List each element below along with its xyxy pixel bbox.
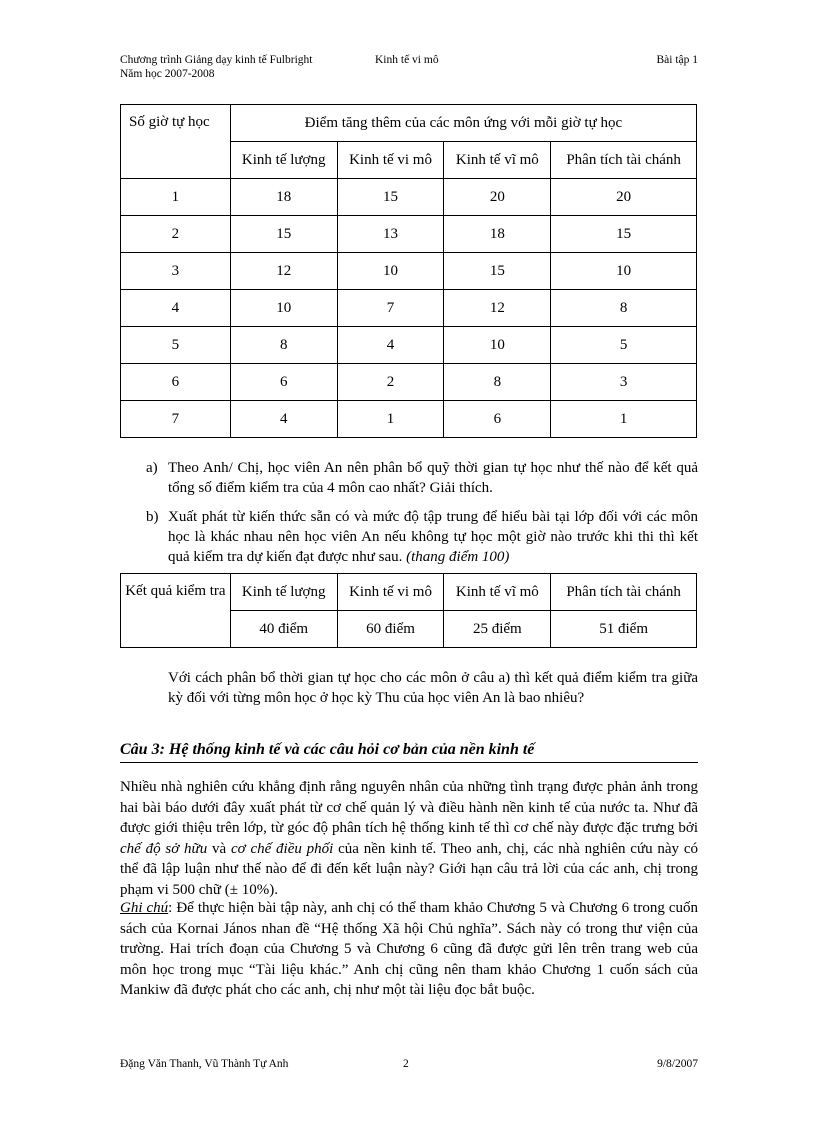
table-cell: 5 [551, 327, 697, 364]
section-3-paragraph [120, 777, 698, 900]
table-cell: 20 [444, 179, 551, 216]
table-cell: 1 [337, 401, 444, 438]
question-a-text: Theo Anh/ Chị, học viên An nên phân bổ quỹ thời gian tự học như thế nào để kết quả tổng số điểm kiểm tra của 4 môn cao nhất? Giải thích. [168, 460, 698, 496]
footer-page-number: 2 [403, 1058, 409, 1070]
emphasis-coordination: cơ chế điều phối [230, 840, 334, 857]
question-a-label: a) [146, 460, 158, 476]
column-header-hours: Số giờ tự học [121, 105, 231, 179]
table-cell: 15 [551, 216, 697, 253]
table-cell: 4 [121, 290, 231, 327]
table-cell: 8 [230, 327, 337, 364]
table-cell: 1 [551, 401, 697, 438]
question-a [146, 458, 698, 498]
table-cell: 7 [121, 401, 231, 438]
followup-text: Với cách phân bổ thời gian tự học cho các môn ở câu a) thì kết quả điểm kiểm tra giữa kỳ đối với từng môn học ở học kỳ Thu của học viên An là bao nhiêu? [168, 670, 698, 706]
table-cell: 15 [230, 216, 337, 253]
table-row [121, 216, 697, 253]
header-program: Chương trình Giảng dạy kinh tế Fulbright [120, 54, 313, 66]
test-results-table [120, 573, 697, 648]
table-cell: 18 [230, 179, 337, 216]
header-course: Kinh tế vi mô [375, 54, 439, 66]
table-row [121, 179, 697, 216]
table-cell: 10 [337, 253, 444, 290]
table-cell: 6 [230, 364, 337, 401]
note-text: : Để thực hiện bài tập này, anh chị có thể tham khảo Chương 5 và Chương 6 trong cuốn sách của Kornai János nhan đề “Hệ thống Xã hội Chủ nghĩa”. Sách này có trong thư viện của trường. Hai trích đoạn của Chương 5 và Chương 6 cũng đã được gửi lên trên trang web của môn học trong mục “Tài liệu khác.” Anh chị cũng nên tham khảo Chương 1 cuốn sách của Mankiw đã được phát cho các anh, chị như một tài liệu đọc bắt buộc. [120, 900, 698, 998]
score-cell: 51 điểm [551, 611, 697, 648]
table-cell: 6 [444, 401, 551, 438]
header-year: Năm học 2007-2008 [120, 68, 215, 80]
table-cell: 5 [121, 327, 231, 364]
paragraph-text: Nhiều nhà nghiên cứu khẳng định rằng nguyên nhân của những tình trạng được phản ảnh trong hai bài báo dưới đây xuất phát từ cơ chế quản lý và điều hành nền kinh tế của nước ta. Như đã được giới thiệu trên lớp, từ góc độ phân tích hệ thống kinh tế thì cơ chế này được đặc trưng bởi [120, 779, 698, 836]
table-cell: 18 [444, 216, 551, 253]
table-cell: 20 [551, 179, 697, 216]
study-hours-table [120, 104, 697, 438]
table-cell: 8 [551, 290, 697, 327]
column-header-subject: Kinh tế lượng [230, 574, 337, 611]
table-row [121, 364, 697, 401]
section-3-note [120, 898, 698, 1001]
column-header-subject: Kinh tế vĩ mô [444, 142, 551, 179]
followup-question [146, 668, 698, 708]
paragraph-text: và [207, 840, 231, 857]
table-cell: 2 [121, 216, 231, 253]
table-cell: 10 [230, 290, 337, 327]
table-cell: 15 [444, 253, 551, 290]
table-cell: 10 [444, 327, 551, 364]
column-header-subject: Kinh tế vĩ mô [444, 574, 551, 611]
row-header-results: Kết quả kiểm tra [121, 574, 231, 648]
table-cell: 4 [337, 327, 444, 364]
paragraph-text: của nền kinh tế. Theo anh, chị, các nhà nghiên cứu này có thể đã lập luận như thế nào để đi đến kết luận này? Giới hạn câu trả lời của các anh, chị trong phạm vi 500 chữ (± 10%). [120, 840, 698, 898]
table-cell: 10 [551, 253, 697, 290]
section-3-title: Câu 3: Hệ thống kinh tế và các câu hỏi cơ bản của nền kinh tế [120, 741, 698, 763]
table-header-row [121, 574, 697, 611]
header-assignment: Bài tập 1 [656, 54, 698, 66]
column-header-subject: Kinh tế vi mô [337, 142, 444, 179]
emphasis-ownership: chế độ sở hữu [120, 840, 208, 857]
question-b-label: b) [146, 509, 159, 525]
table-cell: 7 [337, 290, 444, 327]
table-cell: 6 [121, 364, 231, 401]
note-label: Ghi chú [120, 900, 169, 916]
column-header-subject: Phân tích tài chánh [551, 574, 697, 611]
table-row [121, 327, 697, 364]
table-row [121, 401, 697, 438]
table-cell: 4 [230, 401, 337, 438]
footer-date: 9/8/2007 [657, 1058, 698, 1070]
score-cell: 60 điểm [337, 611, 444, 648]
table-cell: 13 [337, 216, 444, 253]
table-cell: 2 [337, 364, 444, 401]
table-cell: 3 [551, 364, 697, 401]
table-cell: 3 [121, 253, 231, 290]
table-cell: 15 [337, 179, 444, 216]
table-cell: 12 [230, 253, 337, 290]
column-group-header: Điểm tăng thêm của các môn ứng với mỗi giờ tự học [230, 105, 696, 142]
question-b-text: Xuất phát từ kiến thức sẵn có và mức độ tập trung để hiểu bài tại lớp đối với các môn học là khác nhau nên học viên An nếu không tự học một giờ nào trước khi thi thì kết quả kiểm tra dự kiến đạt được như sau. [168, 509, 698, 565]
footer-authors: Đặng Văn Thanh, Vũ Thành Tự Anh [120, 1058, 289, 1070]
table-row [121, 290, 697, 327]
column-header-subject: Phân tích tài chánh [551, 142, 697, 179]
question-b-note: (thang điểm 100) [406, 549, 510, 565]
table-cell: 8 [444, 364, 551, 401]
table-cell: 1 [121, 179, 231, 216]
table-header-row [121, 105, 697, 142]
question-b [146, 507, 698, 567]
score-cell: 25 điểm [444, 611, 551, 648]
column-header-subject: Kinh tế lượng [230, 142, 337, 179]
table-cell: 12 [444, 290, 551, 327]
question-b-body [168, 507, 698, 567]
table-row [121, 253, 697, 290]
score-cell: 40 điểm [230, 611, 337, 648]
column-header-subject: Kinh tế vi mô [337, 574, 444, 611]
